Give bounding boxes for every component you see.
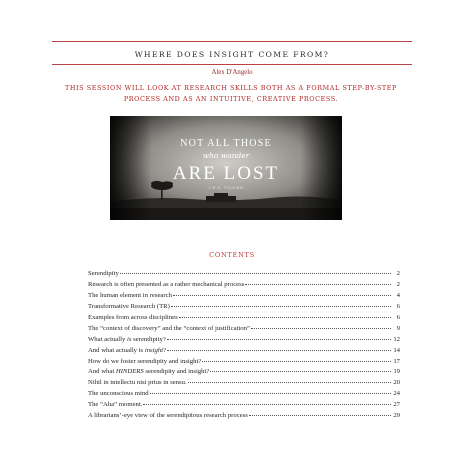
toc-entry-title-text: Nihil in intellectu nisi prius in sensu. [88, 379, 187, 387]
toc-entry-title-text: The “context of discovery” and the “context of justification” [88, 324, 250, 332]
session-summary: THIS SESSION WILL LOOK AT RESEARCH SKILLS BOTH AS A FORMAL STEP-BY-STEP PROCESS AND AS AN INTUITIVE, CREATIVE PROCESS. [65, 84, 397, 103]
toc-page-number: 14 [393, 346, 400, 354]
toc-entry-title[interactable] [88, 314, 178, 321]
quote-credit: - J.R.R. TOLKIEN - [205, 186, 247, 190]
toc-page-number: 19 [393, 368, 400, 376]
toc-entry-title-text: And what [88, 368, 116, 376]
toc-dot-leader [179, 313, 391, 318]
toc-dot-leader [173, 291, 391, 296]
toc-entry-title[interactable] [88, 303, 170, 310]
table-of-contents [88, 270, 400, 423]
toc-page-number: 2 [396, 280, 400, 288]
toc-entry-title-text: What actually [88, 335, 127, 343]
toc-entry-title-text: And what actually is [88, 346, 145, 354]
toc-entry-title[interactable] [88, 325, 250, 332]
hero-quote-graphic [110, 116, 342, 220]
toc-entry-title[interactable] [88, 347, 166, 354]
toc-entry-title[interactable] [88, 401, 142, 408]
toc-dot-leader [245, 280, 391, 285]
toc-page-number: 9 [396, 324, 400, 332]
toc-entry-title[interactable] [88, 336, 166, 343]
toc-dot-leader [120, 269, 391, 274]
toc-dot-leader [188, 378, 391, 383]
toc-entry-title-text-end: serendipity? [131, 335, 166, 343]
title-underline-rule [52, 64, 412, 65]
toc-dot-leader [202, 357, 391, 362]
quote-line-2: who wander [202, 151, 250, 160]
hero-quote-image [110, 116, 342, 220]
toc-dot-leader [167, 335, 391, 340]
toc-entry[interactable] [88, 412, 400, 423]
toc-dot-leader [150, 389, 391, 394]
toc-entry-title-text: A librarians’-eye view of the serendipitous research process [88, 412, 248, 420]
toc-entry-title-text-end: ? [163, 346, 167, 354]
toc-entry-title-text: Examples from across disciplines [88, 313, 178, 321]
toc-page-number: 12 [393, 335, 400, 343]
toc-page-number: 6 [396, 313, 400, 321]
toc-entry-title-text: The “Aha” moment. [88, 401, 143, 409]
quote-line-3: ARE LOST [172, 163, 280, 184]
top-rule [52, 41, 412, 42]
toc-entry-title[interactable] [88, 358, 201, 365]
toc-entry-title[interactable] [88, 390, 149, 397]
toc-page-number: 4 [396, 291, 400, 299]
toc-page-number: 2 [396, 270, 400, 277]
toc-page-number: 27 [393, 401, 400, 409]
quote-line-1: NOT ALL THOSE [180, 138, 272, 149]
toc-dot-leader [249, 411, 391, 416]
toc-entry-title[interactable] [88, 281, 244, 288]
toc-dot-leader [251, 324, 391, 329]
toc-dot-leader [210, 367, 391, 372]
toc-dot-leader [143, 400, 391, 405]
toc-entry-title[interactable] [88, 368, 209, 375]
toc-entry-title-text: The human element in research [88, 291, 172, 299]
toc-entry-title-text-end: serendipity and insight? [143, 368, 210, 376]
toc-dot-leader [171, 302, 391, 307]
toc-entry-title[interactable] [88, 270, 119, 277]
toc-dot-leader [167, 346, 391, 351]
toc-entry-title[interactable] [88, 412, 248, 419]
toc-entry-title-text: Research is often presented as a rather mechanical process [88, 280, 245, 288]
toc-entry-title-emphasis: is [127, 335, 132, 343]
toc-entry-title-text: Serendipity [88, 270, 119, 277]
toc-entry-title-text: How do we foster serendipity and insight? [88, 357, 202, 365]
toc-entry-title-text: Transformative Research (TR) [88, 302, 170, 310]
toc-page-number: 29 [393, 412, 400, 420]
toc-entry-title[interactable] [88, 292, 172, 299]
toc-entry-title-emphasis: HINDERS [115, 368, 144, 376]
toc-entry-title-emphasis: insight [144, 346, 164, 354]
contents-heading: CONTENTS [209, 251, 255, 259]
toc-page-number: 17 [393, 357, 400, 365]
toc-entry-title-text: The unconscious mind [88, 390, 149, 398]
toc-entry-title[interactable] [88, 379, 187, 386]
document-title: WHERE DOES INSIGHT COME FROM? [134, 50, 330, 59]
toc-page-number: 24 [393, 390, 400, 398]
toc-page-number: 20 [393, 379, 400, 387]
author-name: Alex D'Angelo [211, 69, 253, 76]
toc-page-number: 6 [396, 302, 400, 310]
